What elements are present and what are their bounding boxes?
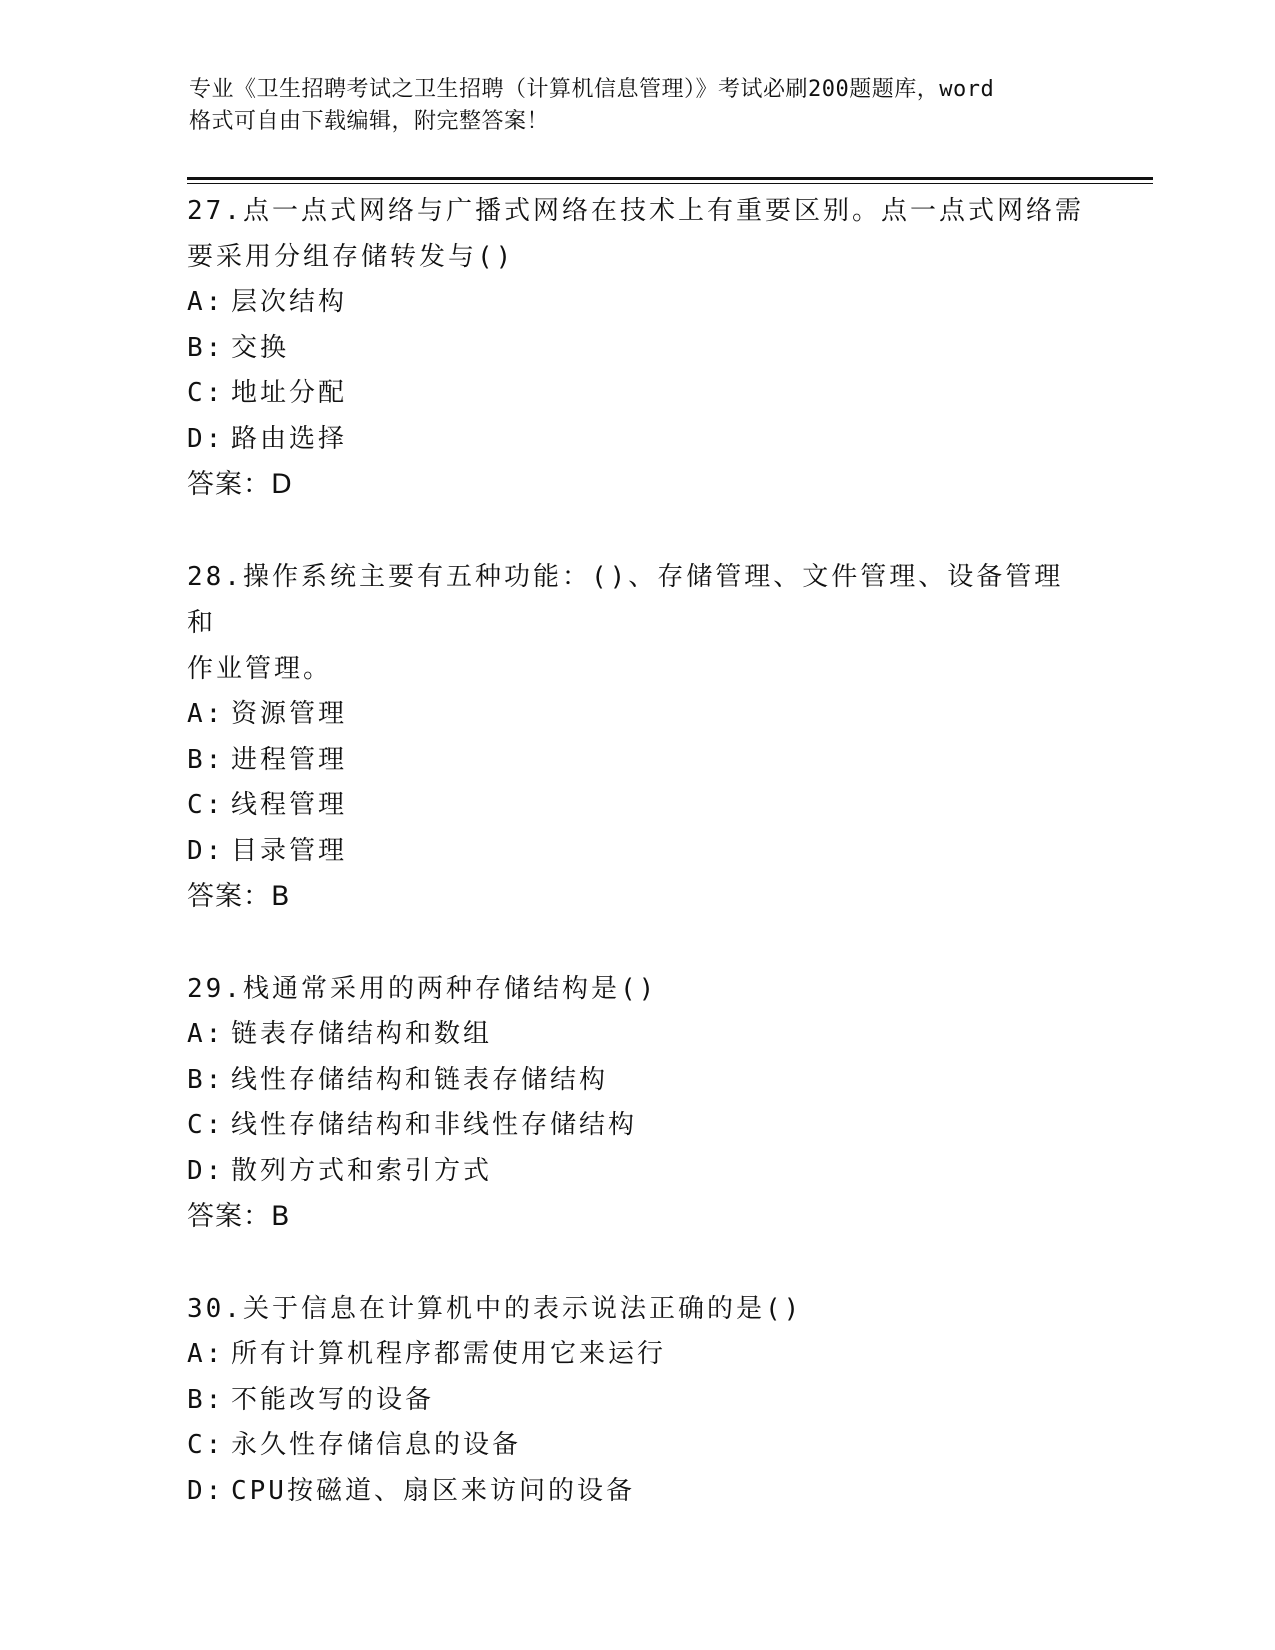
option-letter: C: (187, 378, 225, 408)
question-stem (187, 1286, 1087, 1332)
option-letter: B: (187, 1384, 225, 1415)
question-28 (187, 554, 1087, 920)
header-line-2: 格式可自由下载编辑，附完整答案！ (189, 109, 550, 134)
option-c (187, 371, 1087, 417)
option-text: 交换 (231, 332, 290, 363)
option-letter: A: (187, 287, 225, 317)
question-stem-line-1: 30.关于信息在计算机中的表示说法正确的是() (187, 1294, 803, 1324)
answer-label: 答案：D (187, 469, 293, 500)
option-c (187, 1103, 1087, 1149)
option-a (187, 692, 1087, 738)
option-a (187, 1332, 1087, 1378)
question-27 (187, 188, 1087, 508)
option-letter: C: (187, 790, 225, 820)
question-list (187, 188, 1087, 1560)
question-stem-line-1: 28.操作系统主要有五种功能：()、存储管理、文件管理、设备管理和 (187, 562, 1064, 638)
option-text: 线性存储结构和链表存储结构 (231, 1064, 609, 1095)
option-text: 线性存储结构和非线性存储结构 (231, 1110, 638, 1140)
option-c (187, 783, 1087, 829)
question-stem (187, 188, 1087, 280)
option-letter: B: (187, 332, 225, 363)
question-stem-line-2: 要采用分组存储转发与() (187, 242, 515, 272)
option-letter: D: (187, 1475, 225, 1506)
option-d (187, 417, 1087, 463)
option-letter: D: (187, 835, 225, 866)
option-letter: B: (187, 1064, 225, 1095)
option-letter: C: (187, 1110, 225, 1140)
answer-label: 答案：B (187, 1201, 291, 1232)
option-text: 进程管理 (231, 744, 348, 775)
option-text: 不能改写的设备 (231, 1384, 435, 1415)
option-b (187, 1058, 1087, 1104)
option-b (187, 326, 1087, 372)
option-text: 路由选择 (231, 423, 348, 454)
question-stem (187, 966, 1087, 1012)
document-header (189, 74, 1089, 138)
option-d (187, 1469, 1087, 1515)
question-29 (187, 966, 1087, 1240)
header-line-1: 专业《卫生招聘考试之卫生招聘（计算机信息管理）》考试必刷200题题库，word (189, 77, 995, 102)
answer-label: 答案：B (187, 881, 291, 912)
option-letter: D: (187, 1155, 225, 1186)
option-text: 线程管理 (231, 790, 348, 820)
option-d (187, 829, 1087, 875)
header-rule-thick (187, 177, 1153, 180)
question-stem-line-1: 29.栈通常采用的两种存储结构是() (187, 974, 658, 1004)
option-text: 层次结构 (231, 287, 348, 317)
option-letter: A: (187, 699, 225, 729)
option-b (187, 738, 1087, 784)
option-c (187, 1423, 1087, 1469)
option-letter: B: (187, 744, 225, 775)
question-30 (187, 1286, 1087, 1514)
option-text: 地址分配 (231, 378, 348, 408)
option-letter: C: (187, 1430, 225, 1460)
option-letter: D: (187, 423, 225, 454)
question-stem (187, 554, 1087, 692)
option-a (187, 1012, 1087, 1058)
header-rule-thin (187, 183, 1153, 184)
option-d (187, 1149, 1087, 1195)
option-text: 目录管理 (231, 835, 348, 866)
question-stem-line-1: 27.点一点式网络与广播式网络在技术上有重要区别。点一点式网络需 (187, 196, 1084, 226)
option-text: 所有计算机程序都需使用它来运行 (231, 1339, 667, 1369)
option-text: 散列方式和索引方式 (231, 1155, 493, 1186)
option-letter: A: (187, 1339, 225, 1369)
option-b (187, 1378, 1087, 1424)
option-letter: A: (187, 1019, 225, 1049)
option-a (187, 280, 1087, 326)
option-text: 永久性存储信息的设备 (231, 1430, 522, 1460)
option-text: 链表存储结构和数组 (231, 1019, 493, 1049)
question-stem-line-2: 作业管理。 (187, 654, 333, 684)
option-text: CPU按磁道、扇区来访问的设备 (231, 1475, 635, 1506)
option-text: 资源管理 (231, 699, 348, 729)
